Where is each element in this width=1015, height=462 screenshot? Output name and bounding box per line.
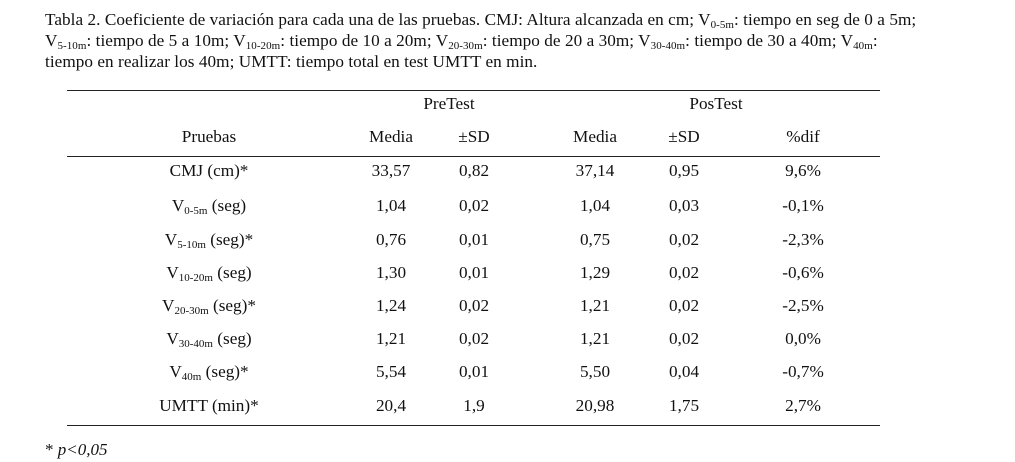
footnote-text: p<0,05 <box>53 440 108 459</box>
prueba-subscript: 10-20m <box>178 272 213 284</box>
cell-pre-sd: 0,01 <box>458 362 490 381</box>
caption-text: : tiempo en realizar los 40m; UMTT: tiempo total en test UMTT en min. <box>45 31 878 71</box>
table-footnote <box>45 440 107 460</box>
cell-pre-media: 1,21 <box>375 329 407 348</box>
prueba-label: CMJ (cm)* <box>169 161 249 180</box>
prueba-subscript: 5-10m <box>177 239 206 251</box>
cell-pos-sd: 0,02 <box>668 296 700 315</box>
cell-pre-sd: 1,9 <box>463 396 485 415</box>
prueba-label: V <box>162 296 175 315</box>
cell-pos-media: 0,75 <box>579 230 611 249</box>
cell-pre-media: 0,76 <box>375 230 407 249</box>
cell-pre-sd: 0,02 <box>458 196 490 215</box>
caption-text: Tabla 2. Coeficiente de variación para cada una de las pruebas. CMJ: Altura alcanzada en cm; V <box>45 10 711 29</box>
caption-subscript: 5-10m <box>57 40 87 52</box>
cell-prueba <box>166 329 251 349</box>
prueba-subscript: 0-5m <box>184 205 208 217</box>
table-top-rule <box>67 90 880 91</box>
cell-pre-sd: 0,02 <box>458 329 490 348</box>
cell-pre-media: 1,30 <box>375 263 407 282</box>
column-header-pos-sd: ±SD <box>668 127 700 146</box>
caption-text: : tiempo en seg de 0 a 5m; V <box>45 10 917 50</box>
cell-pos-media: 1,21 <box>579 296 611 315</box>
prueba-label: V <box>171 196 185 215</box>
cell-prueba <box>166 263 251 283</box>
prueba-unit: (seg) <box>213 263 252 282</box>
prueba-unit: (seg)* <box>201 362 249 381</box>
cell-pre-sd: 0,01 <box>458 263 490 282</box>
column-header-pos-media: Media <box>573 127 617 146</box>
cell-prueba <box>159 396 258 416</box>
cell-pos-sd: 0,95 <box>668 161 700 180</box>
cell-prueba <box>172 196 246 216</box>
column-header-pre-media: Media <box>369 127 413 146</box>
prueba-label: UMTT (min)* <box>159 396 259 415</box>
cell-prueba <box>165 230 253 250</box>
prueba-unit: (seg)* <box>205 230 254 249</box>
cell-prueba <box>170 161 249 181</box>
cell-pre-sd: 0,02 <box>458 296 490 315</box>
caption-subscript: 30-40m <box>650 40 686 52</box>
cell-pos-media: 1,04 <box>579 196 611 215</box>
cell-pre-sd: 0,01 <box>458 230 490 249</box>
cell-pre-sd: 0,82 <box>458 161 490 180</box>
cell-pre-media: 33,57 <box>371 161 411 180</box>
column-header-pruebas: Pruebas <box>181 127 237 146</box>
cell-dif: -2,3% <box>782 230 824 249</box>
caption-text: : tiempo de 30 a 40m; V <box>685 31 854 50</box>
cell-pos-media: 5,50 <box>579 362 611 381</box>
footnote-asterisk: * <box>45 440 54 459</box>
cell-pos-media: 1,29 <box>579 263 611 282</box>
caption-text: : tiempo de 10 a 20m; V <box>280 31 449 50</box>
column-header-dif: %dif <box>786 127 820 146</box>
cell-prueba <box>162 296 256 316</box>
table-bottom-rule <box>67 425 880 426</box>
cell-pre-media: 20,4 <box>375 396 407 415</box>
caption-text: : tiempo de 20 a 30m; V <box>482 31 651 50</box>
prueba-label: V <box>166 263 179 282</box>
cell-pos-sd: 1,75 <box>668 396 700 415</box>
prueba-unit: (seg) <box>207 196 247 215</box>
cell-pos-sd: 0,03 <box>668 196 700 215</box>
caption-subscript: 40m <box>853 40 873 52</box>
prueba-label: V <box>164 230 178 249</box>
caption-subscript: 20-30m <box>448 40 483 52</box>
cell-pos-media: 1,21 <box>579 329 611 348</box>
cell-pos-media: 37,14 <box>575 161 615 180</box>
group-header-postest: PosTest <box>689 94 743 113</box>
prueba-subscript: 30-40m <box>178 338 213 350</box>
cell-pos-sd: 0,02 <box>668 263 700 282</box>
prueba-subscript: 20-30m <box>174 305 209 317</box>
cell-pos-sd: 0,02 <box>668 329 700 348</box>
group-header-pretest: PreTest <box>423 94 475 113</box>
prueba-unit: (seg) <box>213 329 252 348</box>
prueba-label: V <box>166 329 179 348</box>
cell-pre-media: 1,24 <box>375 296 407 315</box>
caption-subscript: 10-20m <box>245 40 281 52</box>
cell-pos-sd: 0,04 <box>668 362 700 381</box>
cell-dif: -2,5% <box>782 296 824 315</box>
caption-text: : tiempo de 5 a 10m; V <box>86 31 246 50</box>
column-header-pre-sd: ±SD <box>458 127 490 146</box>
table-caption <box>45 9 925 72</box>
prueba-label: V <box>169 362 182 381</box>
cell-prueba <box>169 362 248 382</box>
cell-dif: -0,6% <box>782 263 824 282</box>
table-header-rule <box>67 156 880 157</box>
cell-pos-media: 20,98 <box>575 396 615 415</box>
cell-dif: 2,7% <box>785 396 821 415</box>
cell-dif: -0,1% <box>782 196 824 215</box>
cell-pre-media: 1,04 <box>375 196 407 215</box>
cell-pre-media: 5,54 <box>375 362 407 381</box>
prueba-subscript: 40m <box>181 371 202 383</box>
cell-pos-sd: 0,02 <box>668 230 700 249</box>
prueba-unit: (seg)* <box>208 296 256 315</box>
cell-dif: -0,7% <box>782 362 824 381</box>
caption-subscript: 0-5m <box>710 19 734 31</box>
cell-dif: 9,6% <box>785 161 821 180</box>
cell-dif: 0,0% <box>785 329 821 348</box>
